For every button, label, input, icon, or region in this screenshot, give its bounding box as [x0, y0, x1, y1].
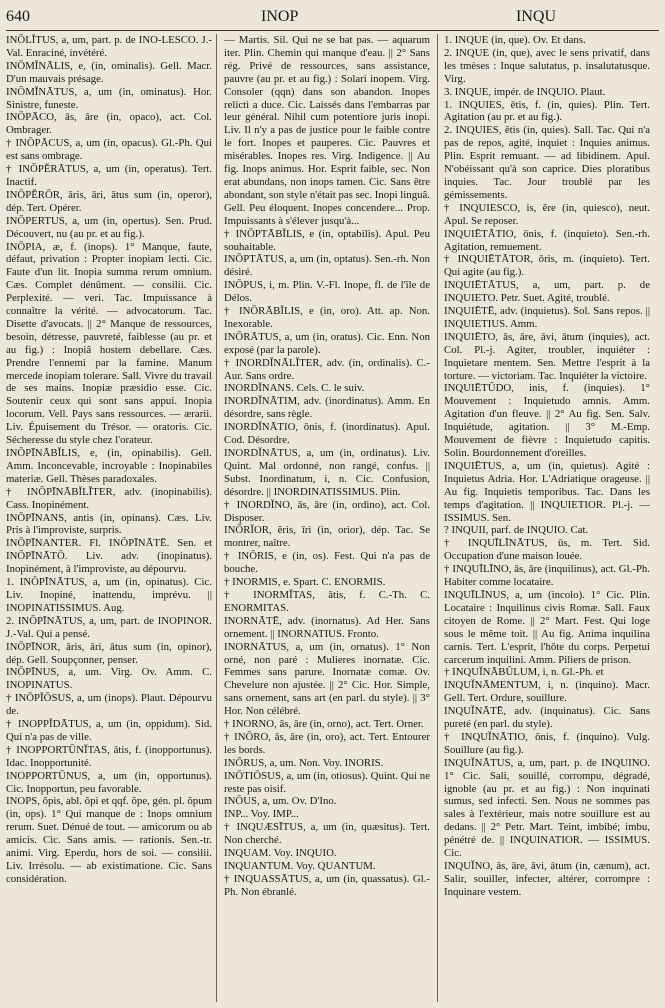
dictionary-entry: INQUAM. Voy. INQUIO. [224, 847, 337, 860]
dictionary-entry: INORNĀTĒ, adv. (inornatus). Ad Her. Sans ornement. || INORNATIUS. Fronto. [224, 614, 430, 640]
dictionary-entry: INŌRĬOR, ĕris, īri (in, orior), dép. Tac. Se montrer, naître. [224, 524, 430, 550]
dictionary-entry: † INŌRIS, e (in, os). Fest. Qui n'a pas de bouche. [224, 550, 430, 576]
dictionary-entry: INŌPERTUS, a, um (in, opertus). Sen. Prud. Découvert, nu (au pr. et au fig.). [6, 214, 212, 240]
dictionary-entry: INQUIĒTUS, a, um (in, quietus). Agité : Inquietus Adria. Hor. L'Adriatique orageuse. || Au fig. Inquietis temporibus. Tac. Dans les temps d'agitation. || INQUIETIOR. Pl.-j. — ISSIMUS. Sen. [444, 459, 650, 524]
dictionary-entry: INORDĬNANS. Cels. C. le suiv. [224, 382, 365, 395]
dictionary-entry: INŌUS, a, um. Ov. D'Ino. [224, 795, 337, 808]
dictionary-entry: INQUIĒTŪDO, inis, f. (inquies). 1° Mouvement : Inquietudo amnis. Amm. Agitation d'un fleuve. || 2° Au fig. Sen. Salv. Inquiétude, agitation. || 3° M.-Emp. Mouvement de fièvre : Inquietudo capitis. Solin. Bourdonnement d'oreilles. [444, 382, 650, 459]
dictionary-entry: INŌMĬNĀTUS, a, um (in, ominatus). Hor. Sinistre, funeste. [6, 85, 212, 111]
dictionary-entry: INQUIĒTĀTUS, a, um, part. p. de INQUIETO. Petr. Suet. Agité, troublé. [444, 279, 650, 305]
dictionary-entry: INŌMĬNĀLIS, e, (in, ominalis). Gell. Macr. D'un mauvais présage. [6, 59, 212, 85]
dictionary-entry: INŌPĪNĀBĬLIS, e, (in, opinabilis). Gell. Amm. Inconcevable, incroyable : Inopinabiles materiæ. Gell. Thèses paradoxales. [6, 447, 212, 485]
dictionary-entry: INŌTIŌSUS, a, um (in, otiosus). Quint. Qui ne reste pas oisif. [224, 769, 430, 795]
dictionary-entry: † INŌRO, ās, āre (in, oro), act. Tert. Entourer les bords. [224, 730, 430, 756]
dictionary-entry: † INOPPORTŪNĬTAS, ātis, f. (inopportunus). Idac. Inopportunité. [6, 743, 212, 769]
dictionary-entry: INŌPIA, æ, f. (inops). 1° Manque, faute, défaut, privation : Propter inopiam lecti. Cic. Faute d'un lit. Inopia summa rerum omnium. Cæs. Complet dénûment. — consilii. Cic. Perplexité. — veri. Tac. Impuissance à connaître la vérité. — advocatorum. Tac. Disette d'avocats. || 2° Manque de ressources, besoin, détresse, pauvreté, faiblesse (au pr. et au fig.) : Inopiâ hostem debellare. Cæs. Prendre l'ennemi par la famine. Manum mercede inopiam tolerare. Sall. Vivre du travail de ses mains. Inopiæ præsidio esse. Cic. Soutenir ceux qui sont sans appui. Inopia locorum. Vell. Pays sans ressources. — ærarii. Liv. Épuisement du Trésor. — oratoris. Cic. Sécheresse du style chez l'orateur. [6, 240, 212, 447]
dictionary-entry: † INORDĬNĀLĬTER, adv. (in, ordinalis). C.-Aur. Sans ordre. [224, 356, 430, 382]
dictionary-entry: INŌPĪNANTER. Fl. INŌPĪNĀTĒ. Sen. et INŌPĪNĀTŌ. Liv. adv. (inopinatus). Inopinément, à l'improviste, au dépourvu. [6, 537, 212, 576]
dictionary-entry: INŌPTĀTUS, a, um (in, optatus). Sen.-rh. Non désiré. [224, 253, 430, 279]
dictionary-entry: 1. INŌPĪNĀTUS, a, um (in, opinatus). Cic. Liv. Inopiné, inattendu, imprévu. || INOPINATISSIMUS. Aug. [6, 576, 212, 614]
dictionary-entry: INQUĬNO, ās, āre, āvi, ātum (in, cænum), act. Salir, souiller, infecter, altérer, corrompre : Inquinare vestem. [444, 860, 650, 898]
dictionary-entry: INŌPĀCO, ās, āre (in, opaco), act. Col. Ombrager. [6, 111, 212, 137]
running-head-right: INQU [516, 8, 556, 25]
dictionary-entry: INP... Voy. IMP... [224, 808, 299, 821]
dictionary-entry: † INQUĬNĀTIO, ōnis, f. (inquino). Vulg. Souillure (au fig.). [444, 730, 650, 756]
dictionary-entry: INŌLĬTUS, a, um, part. p. de INO-LESCO. J.-Val. Enraciné, invétéré. [6, 34, 212, 59]
dictionary-entry: † INQUIĒTĀTOR, ōris, m. (inquieto). Tert. Qui agite (au fig.). [444, 253, 650, 279]
dictionary-entry: † INQUÆSĪTUS, a, um (in, quæsitus). Tert. Non cherché. [224, 821, 430, 847]
column-3 [444, 34, 650, 1002]
dictionary-entry: 2. INŌPĪNĀTUS, a, um, part. de INOPINOR. J.-Val. Qui a pensé. [6, 614, 212, 640]
dictionary-entry: † INŌPTĀBĬLIS, e (in, optabilis). Apul. Peu souhaitable. [224, 227, 430, 253]
dictionary-entry: † INQUASSĀTUS, a, um (in, quassatus). Gl.-Ph. Non ébranlé. [224, 872, 430, 898]
dictionary-entry: INORDĬNĀTIM, adv. (inordinatus). Amm. En désordre, sans règle. [224, 395, 430, 421]
dictionary-entry: INORDĬNĀTIO, ōnis, f. (inordinatus). Apul. Cod. Désordre. [224, 421, 430, 447]
dictionary-entry: 3. INQUE, impér. de INQUIO. Plaut. [444, 85, 606, 98]
dictionary-entry: 1. INQUIES, ētis, f. (in, quies). Plin. Tert. Agitation (au pr. et au fig.). [444, 98, 650, 124]
dictionary-entry: INŌPĪNOR, āris, āri, ātus sum (in, opinor), dép. Gell. Soupçonner, penser. [6, 640, 212, 666]
dictionary-entry: — Martis. Sil. Qui ne se bat pas. — aquarum iter. Plin. Chemin qui manque d'eau. || 2° Sans rég. Privé de ressources, sans assistance, pauvre (au pr. et au fig.) : Solari inopem. Virg. Consoler (qqn) dans son abandon. Inopes relicti a duce. Cic. Laissés dans l'embarras par leur général. Nihil cum potentiore juris inopi. Liv. Il n'y a pas de justice pour le faible contre le fort. Inopes et pauperes. Cic. Pauvres et misérables. Inopes res. Virg. Indigence. || Au fig. Inops animus. Hor. Esprit faible, sec. Non erat abundans, non inops tamen. Cic. Sans être abondant, son style n'était pas sec. Inopi linguâ. Gell. Peu éloquent. Inopes concendere... Prop. Impuissants à s'élever jusqu'à... [224, 34, 430, 227]
dictionary-entry: † INQUĪLĪNO, ās, āre (inquilinus), act. Gl.-Ph. Habiter comme locataire. [444, 563, 650, 589]
column-1 [6, 34, 212, 1002]
dictionary-entry: INOPPORTŪNUS, a, um (in, opportunus). Cic. Inopportun, peu favorable. [6, 769, 212, 795]
dictionary-entry: INQUANTUM. Voy. QUANTUM. [224, 860, 376, 872]
dictionary-entry: INQUIĒTĒ, adv. (inquietus). Sol. Sans repos. || INQUIETIUS. Amm. [444, 305, 650, 330]
dictionary-entry: INQUĪLĪNUS, a, um (incolo). 1° Cic. Plin. Locataire : Inquilinus civis Romæ. Sall. Faux citoyen de Rome. || 2° Mart. Fest. Qui loge sous le même toit. || Au fig. Anima inquilina carnis. Tert. L'esprit, l'hôte du corps. Perpetui carcerum inquilini. Amm. Piliers de prison. [444, 588, 650, 666]
dictionary-entry: † INORNO, ās, āre (in, orno), act. Tert. Orner. [224, 718, 424, 731]
dictionary-entry: † INORMIS, e. Spart. C. ENORMIS. [224, 576, 386, 589]
dictionary-entry: † INORDĬNO, ās, āre (in, ordino), act. Col. Disposer. [224, 498, 430, 524]
dictionary-entry: † INŌPĀCUS, a, um (in, opacus). Gl.-Ph. Qui est sans ombrage. [6, 137, 212, 163]
page-number: 640 [6, 8, 30, 25]
dictionary-entry: † INQUIESCO, is, ĕre (in, quiesco), neut. Apul. Se reposer. [444, 201, 650, 227]
dictionary-entry: INORNĀTUS, a, um (in, ornatus). 1° Non orné, non paré : Mulieres inornatæ. Cic. Femmes sans parure. Inornatæ comæ. Ov. Chevelure non ajustée. || 2° Cic. Hor. Simple, sans ornement, sans art (en parl. du style). || 3° Hor. Non célébré. [224, 640, 430, 718]
dictionary-entry: † INŌRĀBĬLIS, e (in, oro). Att. ap. Non. Inexorable. [224, 305, 430, 330]
dictionary-entry: INŌPĔRŌR, āris, āri, ātus sum (in, operor), dép. Tert. Opérer. [6, 188, 212, 214]
dictionary-entry: 2. INQUIES, ētis (in, quies). Sall. Tac. Qui n'a pas de repos, agité, inquiet : Inquies animus. Plin. Esprit remuant. — ad libidinem. Apul. N'obéissant qu'à son caprice. Dies ploratibus inquies. Tac. Jour troublé par les gémissements. [444, 124, 650, 201]
page-header [6, 6, 659, 30]
dictionary-entry: INQUĬNĀMENTUM, i, n. (inquino). Macr. Gell. Tert. Ordure, souillure. [444, 679, 650, 705]
dictionary-entry: INŌPĪNUS, a, um. Virg. Ov. Amm. C. INOPINATUS. [6, 666, 212, 692]
dictionary-entry: INQUIĒTĀTIO, ōnis, f. (inquieto). Sen.-rh. Agitation, remuement. [444, 227, 650, 253]
dictionary-entry: INQUĬNĀTĒ, adv. (inquinatus). Cic. Sans pureté (en parl. du style). [444, 705, 650, 731]
dictionary-entry: INQUĬNĀTUS, a, um, part. p. de INQUINO. 1° Cic. Sali, souillé, corrompu, dégradé, ignoble (au pr. et au fig.) : Non inquinati sumus, sed infecti. Sen. Nous ne sommes pas sales à l'extérieur, mais notre souillure est au dedans. || 2° Petr. Mart. Teint, imbibé; imbu, pénétré de. || INQUINATIOR. — ISSIMUS. Cic. [444, 756, 650, 860]
header-rule [6, 30, 659, 31]
dictionary-entry: † INŌPĬŌSUS, a, um (inops). Plaut. Dépourvu de. [6, 692, 212, 718]
dictionary-entry: INŌRĀTUS, a, um (in, oratus). Cic. Enn. Non exposé (par la parole). [224, 330, 430, 356]
dictionary-entry: † INQUĪLĪNĀTUS, ūs, m. Tert. Sid. Occupation d'une maison louée. [444, 537, 650, 563]
column-separator [437, 34, 438, 1002]
dictionary-entry: INQUIĒTO, ās, āre, āvi, ātum (inquies), act. Col. Pl.-j. Agiter, troubler, inquiéter : Inquietare mentem. Sen. Mettre l'esprit à la torture. — victoriam. Tac. Inquiéter la victoire. [444, 330, 650, 382]
dictionary-entry: INORDĬNĀTUS, a, um (in, ordinatus). Liv. Quint. Mal ordonné, non rangé, confus. || Subst. Inordinatum, i, n. Cic. Confusion, désordre. || INORDINATISSIMUS. Plin. [224, 447, 430, 498]
column-separator [216, 34, 217, 1002]
dictionary-entry: † INŌPĪNĀBĬLĬTER, adv. (inopinabilis). Cass. Inopinément. [6, 485, 212, 511]
dictionary-entry: † INQUĬNĀBŬLUM, i, n. Gl.-Ph. et [444, 666, 604, 679]
dictionary-entry: † INORMĬTAS, ātis, f. C.-Th. C. ENORMITAS. [224, 588, 430, 614]
column-2 [224, 34, 430, 1002]
dictionary-entry: 2. INQUE (in, que), avec le sens privatif, dans les tmèses : Inque salutatus, p. insalutatusque. Virg. [444, 46, 650, 85]
dictionary-entry: INŌRUS, a, um. Non. Voy. INORIS. [224, 756, 384, 769]
dictionary-entry: † INŌPĔRĀTUS, a, um (in, operatus). Tert. Inactif. [6, 163, 212, 188]
dictionary-entry: ? INQUII, parf. de INQUIO. Cat. [444, 524, 589, 537]
dictionary-entry: † INOPPĬDĀTUS, a, um (in, oppidum). Sid. Qui n'a pas de ville. [6, 718, 212, 743]
dictionary-entry: INŌPĪNANS, antis (in, opinans). Cæs. Liv. Pris à l'improviste, surpris. [6, 511, 212, 537]
running-head-left: INOP [261, 8, 299, 25]
dictionary-entry: INŌPUS, i, m. Plin. V.-Fl. Inope, fl. de l'île de Délos. [224, 279, 430, 305]
dictionary-entry: 1. INQUE (in, que). Ov. Et dans. [444, 34, 586, 46]
dictionary-entry: INOPS, ŏpis, abl. ŏpi et qqf. ŏpe, gén. pl. ŏpum (in, ops). 1° Qui manque de : Inops omnium rerum. Suet. Dénué de tout. — amicorum ou ab amicis. Cic. Sans amis. — rationis. Sen.-tr. animi. Virg. Eperdu, hors de soi. — consilii. Liv. Irrésolu. — ab existimatione. Cic. Sans considération. [6, 795, 212, 885]
